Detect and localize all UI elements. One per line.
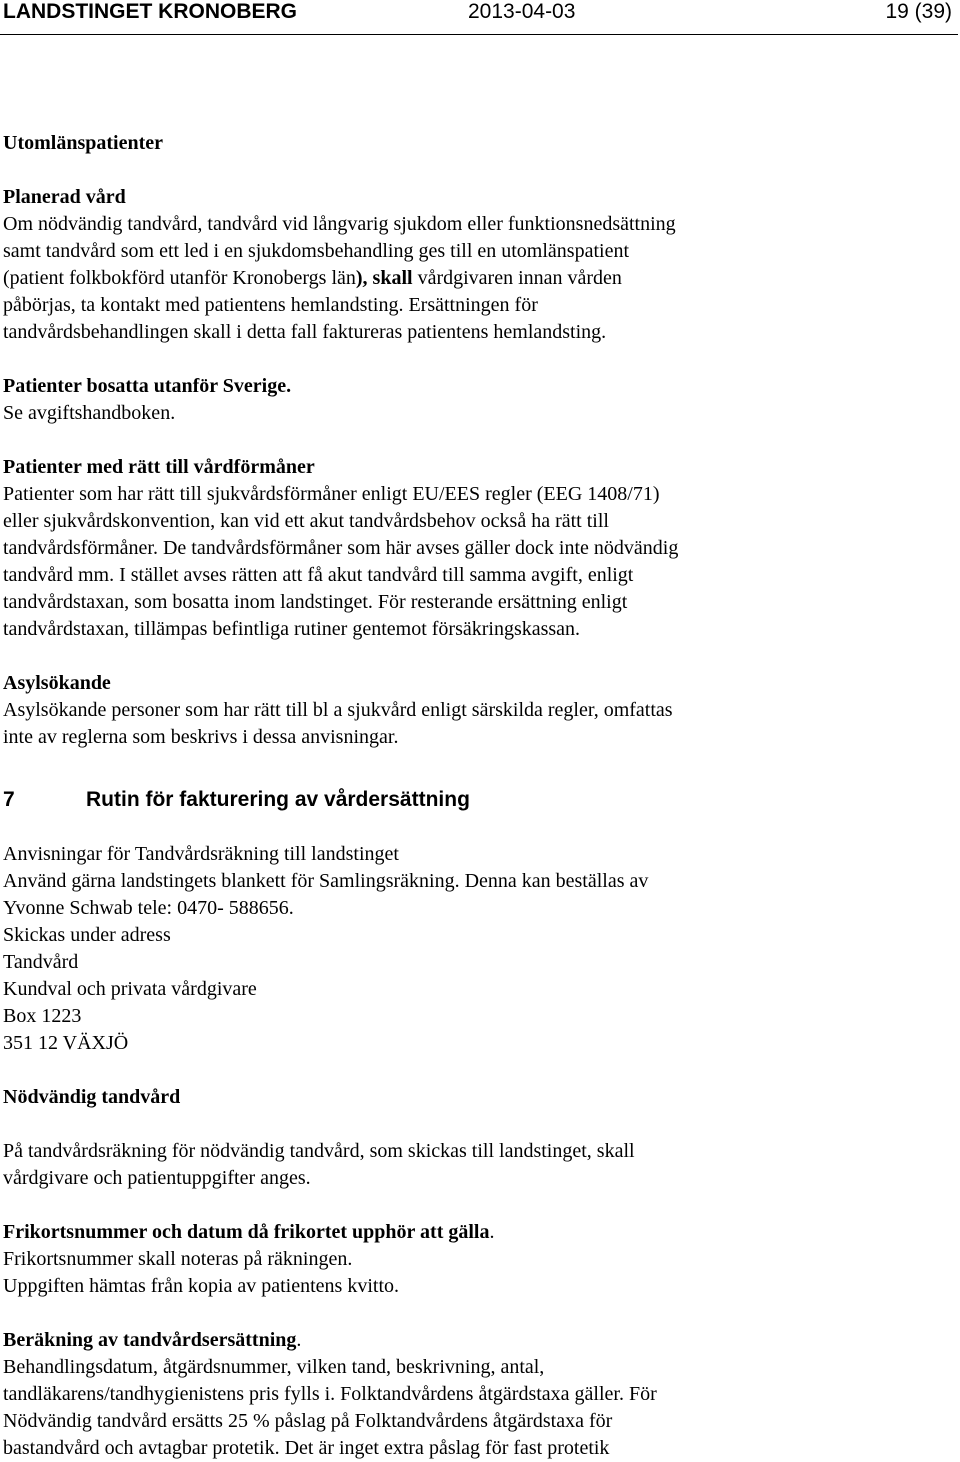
heading-period: . [296,1329,302,1351]
address-line: Kundval och privata vårdgivare [3,978,257,1000]
heading-ratt-till-vardformaner: Patienter med rätt till vårdförmåner [3,456,315,478]
paragraph-line: Uppgiften hämtas från kopia av patientens kvitto. [3,1275,400,1297]
section-number: 7 [3,788,15,811]
address-line: 351 12 VÄXJÖ [3,1032,129,1054]
paragraph-line: tandvårdsförmåner. De tandvårdsförmåner som här avses gäller dock inte nödvändig [3,537,679,559]
paragraph-line: inte av reglerna som beskrivs i dessa anvisningar. [3,726,399,748]
address-line: Box 1223 [3,1005,82,1027]
header-rule [0,34,958,35]
heading-bosatta-utanfor-sverige: Patienter bosatta utanför Sverige. [3,375,292,397]
heading-berakning [3,1327,953,1354]
emphasis-skall: ), skall [355,267,413,289]
paragraph-line: vårdgivare och patientuppgifter anges. [3,1167,311,1189]
heading-text: Frikortsnummer och datum då frikortet upphör att gälla [3,1221,490,1243]
paragraph-line: tandvårdstaxan, tillämpas befintliga rutiner gentemot försäkringskassan. [3,618,581,640]
paragraph-line: På tandvårdsräkning för nödvändig tandvård, som skickas till landstinget, skall [3,1140,635,1162]
text-run: vårdgivaren innan vården [412,267,622,289]
section-title: Rutin för fakturering av vårdersättning [86,788,470,811]
heading-nodvandig-tandvard: Nödvändig tandvård [3,1086,181,1108]
heading-asylsokande: Asylsökande [3,672,111,694]
paragraph-line: eller sjukvårdskonvention, kan vid ett akut tandvårdsbehov också ha rätt till [3,510,609,532]
paragraph-line: Frikortsnummer skall noteras på räkningen. [3,1248,353,1270]
organization-name: LANDSTINGET KRONOBERG [3,0,297,23]
subheading-planerad-vard: Planerad vård [3,186,126,208]
paragraph-line [3,265,953,292]
address-line: Skickas under adress [3,924,171,946]
paragraph-line: Anvisningar för Tandvårdsräkning till landstinget [3,843,399,865]
paragraph-line: Patienter som har rätt till sjukvårdsförmåner enligt EU/EES regler (EEG 1408/71) [3,483,660,505]
page-header [0,0,960,26]
page-number: 19 (39) [885,0,952,23]
heading-utomlanspatienter: Utomlänspatienter [3,132,163,154]
paragraph-line: Nödvändig tandvård ersätts 25 % påslag på Folktandvårdens åtgärdstaxa för [3,1410,613,1432]
paragraph-line: påbörjas, ta kontakt med patientens hemlandsting. Ersättningen för [3,294,538,316]
address-line: Tandvård [3,951,79,973]
paragraph-line: Behandlingsdatum, åtgärdsnummer, vilken tand, beskrivning, antal, [3,1356,545,1378]
heading-text: Beräkning av tandvårdsersättning [3,1329,297,1351]
paragraph-line: Använd gärna landstingets blankett för Samlingsräkning. Denna kan beställas av [3,870,649,892]
heading-frikortsnummer [3,1219,953,1246]
paragraph-line: tandläkarens/tandhygienistens pris fylls i. Folktandvårdens åtgärdstaxa gäller. För [3,1383,657,1405]
text-run: (patient folkbokförd utanför Kronobergs län [3,267,356,289]
paragraph-line: Yvonne Schwab tele: 0470- 588656. [3,897,294,919]
paragraph-line: tandvårdstaxan, som bosatta inom landstinget. För resterande ersättning enligt [3,591,628,613]
paragraph-line: tandvårdsbehandlingen skall i detta fall faktureras patientens hemlandsting. [3,321,607,343]
paragraph-line: Se avgiftshandboken. [3,402,176,424]
heading-period: . [489,1221,495,1243]
document-body [3,130,953,1462]
section-heading-7 [3,779,953,821]
paragraph-line: tandvård mm. I stället avses rätten att få akut tandvård till samma avgift, enligt [3,564,634,586]
paragraph-line: samt tandvård som ett led i en sjukdomsbehandling ges till en utomlänspatient [3,240,630,262]
paragraph-line: Asylsökande personer som har rätt till bl a sjukvård enligt särskilda regler, omfattas [3,699,673,721]
paragraph-line: Om nödvändig tandvård, tandvård vid långvarig sjukdom eller funktionsnedsättning [3,213,676,235]
paragraph-line: bastandvård och avtagbar protetik. Det är inget extra påslag för fast protetik [3,1437,610,1459]
document-date: 2013-04-03 [468,0,576,23]
